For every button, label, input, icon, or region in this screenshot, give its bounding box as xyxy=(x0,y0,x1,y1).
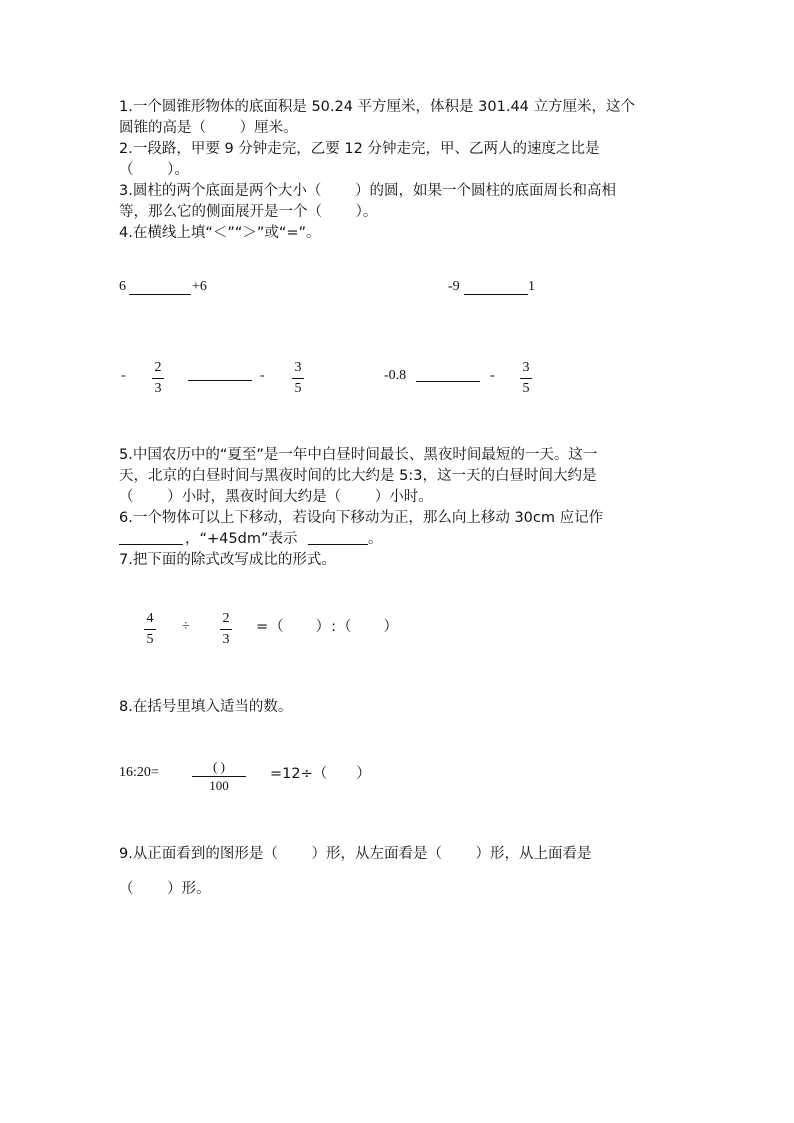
fraction-bar xyxy=(292,378,304,379)
numerator: 4 xyxy=(146,611,154,626)
numerator: 3 xyxy=(522,360,530,375)
q3-line-1: 3.圆柱的两个底面是两个大小（ ）的圆，如果一个圆柱的底面周长和高相 xyxy=(119,183,616,199)
denominator: 5 xyxy=(294,381,302,396)
q6-line-2-mid: ，“+45dm”表示 xyxy=(185,531,298,547)
numerator: 3 xyxy=(294,360,302,375)
q4c-sign-1: - xyxy=(121,368,126,383)
q6-line-2-end: 。 xyxy=(368,531,383,547)
fraction-bar xyxy=(220,629,232,630)
fraction-bar xyxy=(152,378,164,379)
q6-blank-2[interactable] xyxy=(308,544,368,545)
q5-line-2: 天，北京的白昼时间与黑夜时间的比大约是 5:3，这一天的白昼时间大约是 xyxy=(119,468,597,484)
q4a-right: +6 xyxy=(192,279,207,294)
q4c-blank[interactable] xyxy=(188,380,252,381)
q9-line-1: 9.从正面看到的图形是（ ）形，从左面看是（ ）形，从上面看是 xyxy=(119,846,592,862)
q4c-sign-2: - xyxy=(260,368,265,383)
q5-line-3: （ ）小时，黑夜时间大约是（ ）小时。 xyxy=(119,489,433,505)
denominator: 100 xyxy=(209,778,229,793)
q8-right: =12÷（ ） xyxy=(270,766,371,782)
q4b-left: -9 xyxy=(448,279,460,294)
denominator: 3 xyxy=(154,381,162,396)
q8-fraction xyxy=(192,759,246,794)
q1-line-2: 圆锥的高是（ ）厘米。 xyxy=(119,120,298,136)
denominator: 5 xyxy=(522,381,530,396)
q4-instruction: 4.在横线上填“＜”“＞”或“=”。 xyxy=(119,225,321,241)
q3-line-2: 等，那么它的侧面展开是一个（ ）。 xyxy=(119,204,378,220)
q4a-left: 6 xyxy=(119,279,126,294)
fraction-bar xyxy=(520,378,532,379)
numerator: 2 xyxy=(222,611,230,626)
q1-line-1: 1.一个圆锥形物体的底面积是 50.24 平方厘米，体积是 301.44 立方厘米，这个 xyxy=(119,99,636,115)
q4c-fraction-1 xyxy=(151,360,165,397)
fraction-bar xyxy=(192,776,246,777)
q4b-blank[interactable] xyxy=(464,294,528,295)
q4b-right: 1 xyxy=(528,279,535,294)
q4c-fraction-2 xyxy=(291,360,305,397)
numerator: 2 xyxy=(154,360,162,375)
q9-line-2: （ ）形。 xyxy=(119,881,211,897)
q4d-blank[interactable] xyxy=(416,381,480,382)
numerator: ( ) xyxy=(213,759,225,774)
q7-fraction-2 xyxy=(219,611,233,648)
q2-line-1: 2.一段路，甲要 9 分钟走完，乙要 12 分钟走完，甲、乙两人的速度之比是 xyxy=(119,141,600,157)
q4d-left: -0.8 xyxy=(384,368,407,383)
q7-divide-sign: ÷ xyxy=(182,619,190,634)
q4d-fraction xyxy=(519,360,533,397)
q6-line-1: 6.一个物体可以上下移动，若设向下移动为正，那么向上移动 30cm 应记作 xyxy=(119,510,604,526)
q4a-blank[interactable] xyxy=(129,294,191,295)
q2-line-2: （ ）。 xyxy=(119,162,189,178)
q8-left: 16:20= xyxy=(119,765,159,780)
q5-line-1: 5.中国农历中的“夏至”是一年中白昼时间最长、黑夜时间最短的一天。这一 xyxy=(119,447,598,463)
denominator: 5 xyxy=(146,632,154,647)
q7-fraction-1 xyxy=(143,611,157,648)
q4d-sign: - xyxy=(490,368,495,383)
denominator: 3 xyxy=(222,632,230,647)
fraction-bar xyxy=(144,629,156,630)
q7-instruction: 7.把下面的除式改写成比的形式。 xyxy=(119,552,336,568)
q8-instruction: 8.在括号里填入适当的数。 xyxy=(119,699,293,715)
q6-blank-1[interactable] xyxy=(119,544,183,545)
q7-ratio-answer: =（ ）:（ ） xyxy=(256,619,400,635)
